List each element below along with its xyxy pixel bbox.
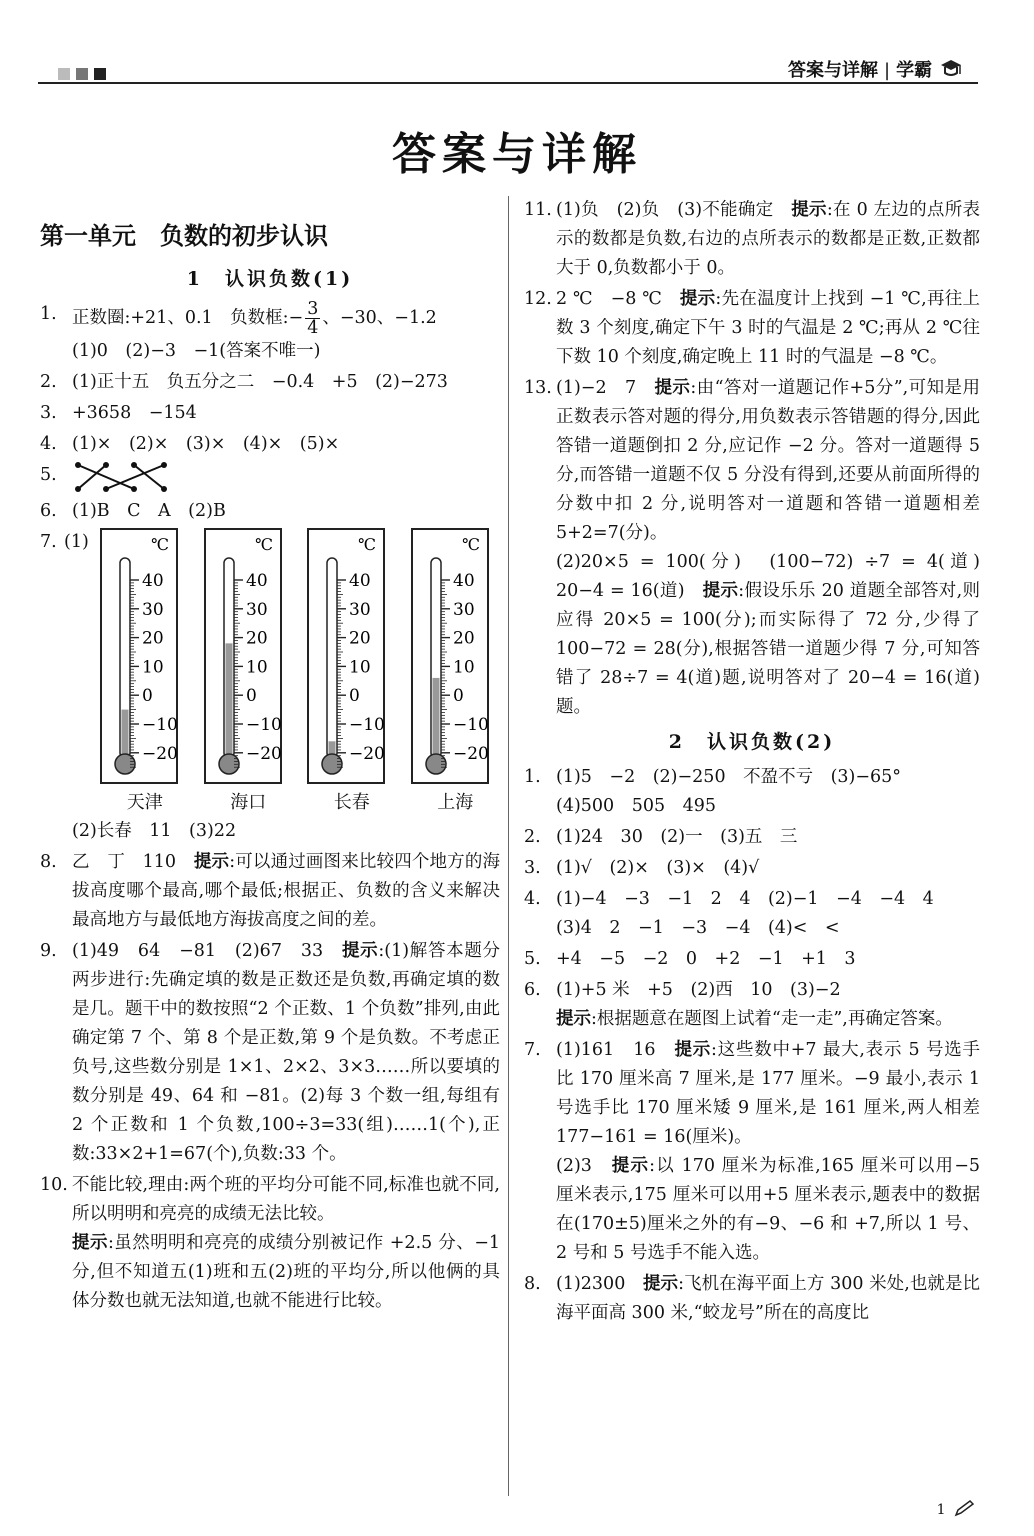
hint-text: :可以通过画图来比较四个地方的海拔高度哪个最高,哪个最低;根据正、负数的含义来解决最高地方与最低地方海拔高度之间的差。 [72, 852, 501, 930]
thermometer-drawing [411, 528, 489, 784]
mercury-column [122, 710, 129, 758]
answer-text: (1)5 −2 (2)−250 不盈不亏 (3)−65° [556, 767, 902, 787]
answer-8 [40, 848, 500, 935]
answer-number: 5. [524, 949, 541, 969]
answer-text: (1)B C A (2)B [72, 501, 226, 521]
hint-label: 提示 [556, 1009, 591, 1029]
hint-text: :先在温度计上找到 −1 ℃,再往上数 3 个刻度,确定下午 3 时的气温是 2 ℃;再从 2 ℃往下数 10 个刻度,确定晚上 11 时的气温是 −8 ℃。 [556, 289, 980, 367]
thermometer-2 [204, 528, 294, 817]
scale-label: 20 [245, 628, 268, 649]
answer-number: 11. [524, 200, 552, 220]
matching-lines-diagram [72, 461, 182, 493]
right-column [524, 196, 998, 1330]
scale-label: 20 [452, 628, 475, 649]
scale-label: −10 [452, 715, 489, 735]
hint-text: :这些数中+7 最大,表示 5 号选手比 170 厘米高 7 厘米,是 177 厘米。−9 最小,表示 1 号选手比 170 厘米矮 9 厘米,是 161 厘米,两人相差 177−161 = 16(厘米)。 [556, 1040, 981, 1147]
city-label: 天津 [126, 792, 163, 813]
section-2-title: 2 认识负数(2) [668, 731, 836, 753]
scale-label: 0 [142, 686, 153, 707]
answer-13 [524, 374, 998, 722]
answer-text: (1)+5 米 +5 (2)西 10 (3)−2 [556, 980, 841, 1000]
answer-number: 1. [40, 304, 57, 324]
answer-number: 8. [524, 1274, 541, 1294]
scale-label: 0 [245, 686, 257, 707]
header-separator: | [884, 60, 891, 81]
scale-label: 10 [452, 657, 475, 678]
unit-label: ℃ [358, 535, 376, 554]
fraction [305, 300, 320, 337]
scale-label: −20 [349, 743, 385, 764]
answer-number: 4. [40, 434, 57, 454]
answer-text: (1)× (2)× (3)× (4)× (5)× [72, 434, 340, 454]
hint-text: :根据题意在题图上试着“走一走”,再确定答案。 [591, 1009, 953, 1029]
city-label: 上海 [437, 792, 474, 813]
scale-label: 30 [349, 599, 371, 620]
footer [937, 1499, 976, 1518]
unit-label: ℃ [151, 535, 169, 554]
hint-text: :在 0 左边的点所表示的数都是负数,右边的点所表示的数都是正数,正数都大于 0,负数都小于 0。 [556, 200, 980, 278]
scale-label: −20 [452, 743, 489, 764]
header-rule [38, 82, 978, 84]
scale-label: 10 [245, 657, 268, 678]
s2-answer-8 [524, 1270, 980, 1328]
s2-answer-1 [524, 763, 980, 821]
scale-label: −10 [245, 715, 282, 735]
header-section: 答案与详解 [788, 60, 878, 81]
answer-number: 12. [524, 289, 552, 309]
scale-label: 30 [245, 599, 268, 620]
mercury-column [432, 678, 439, 758]
answer-number: 1. [524, 767, 541, 787]
scale-label: −10 [142, 715, 178, 735]
answer-number: 9. [40, 941, 57, 961]
answer-text-line2: (3)4 2 −1 −3 −4 (4)< < [556, 918, 840, 938]
header-square-1 [58, 68, 70, 80]
thermometer-tube [327, 558, 337, 758]
scale-label: 20 [349, 628, 371, 649]
unit-title: 第一单元 负数的初步认识 [40, 222, 328, 250]
hint-text: :飞机在海平面上方 300 米处,也就是比海平面高 300 米,“蛟龙号”所在的高度比 [556, 1274, 980, 1323]
hint-text: :由“答对一道题记作+5分”,可知是用正数表示答对题的得分,用负数表示答错题的得分,因此答错一道题倒扣 2 分,应记作 −2 分。答对一道题得 5 分,而答错一道题不仅 5 分没有得到,还要从前面所得的分数中扣 2 分,说明答对一道题和答错一道题相差 5+2=7(分)。 [556, 378, 980, 543]
answer-text: +3658 −154 [72, 403, 197, 423]
answer-number: 13. [524, 378, 552, 398]
answer-text-line2: (1)0 (2)−3 −1(答案不唯一) [72, 341, 321, 361]
scale-label: 0 [349, 686, 360, 707]
answer-number: 7. [524, 1040, 541, 1060]
answer-9 [40, 937, 500, 1169]
answer-text: 乙 丁 110 [72, 852, 194, 872]
answer-text: (1)负 (2)负 (3)不能确定 [556, 200, 792, 220]
scale-label: 40 [142, 571, 164, 591]
scale-label: 40 [245, 571, 268, 591]
answer-number: 3. [40, 403, 57, 423]
header-square-3 [94, 68, 106, 80]
answer-text: 不能比较,理由:两个班的平均分可能不同,标准也就不同,所以明明和亮亮的成绩无法比较。 [72, 1175, 500, 1224]
thermometer-group [100, 528, 500, 817]
answer-number: 2. [524, 827, 541, 847]
unit-label: ℃ [254, 535, 273, 554]
hint-label: 提示 [654, 378, 691, 398]
scale-label: 40 [349, 571, 371, 591]
answer-text-line2: (4)500 505 495 [556, 796, 716, 816]
answer-text: 2 ℃ −8 ℃ [556, 289, 680, 309]
s2-answer-7 [524, 1036, 980, 1268]
answer-number: 5. [40, 465, 57, 485]
answer-7 [40, 528, 500, 846]
hint-text: :假设乐乐 20 道题全部答对,则应得 20×5 = 100(分);而实际得了 72 分,少得了 100−72 = 28(分),根据答错一道题少得 7 分,可知答错了 28÷7 = 4(道)题,说明答对了 20−4 = 16(道)题。 [556, 581, 980, 717]
answer-text: (1)−4 −3 −1 2 4 (2)−1 −4 −4 4 [556, 889, 934, 909]
answer-text: (1)正十五 负五分之二 −0.4 +5 (2)−273 [72, 372, 448, 392]
hint-label: 提示 [791, 200, 827, 220]
left-column [40, 196, 500, 1318]
answer-text-part2: (2)3 [556, 1156, 612, 1176]
hint-text: :(1)解答本题分两步进行:先确定填的数是正数还是负数,再确定填的数是几。题干中的数按照“2 个正数、1 个负数”排列,由此确定第 7 个、第 8 个是正数,第 9 个是负数。不考虑正负号,这些数分别是 1×1、2×2、3×3……所以要填的数分别是 49、64 和 −81。(2)每 3 个数一组,每组有 2 个正数和 1 个负数,100÷3=33(组)……1(个),正数:33×2+1=67(个),负数:33 个。 [72, 941, 501, 1164]
fraction-numerator: 3 [307, 299, 319, 319]
s2-answer-2 [524, 823, 980, 852]
answer-text: (1)√ (2)× (3)× (4)√ [556, 858, 760, 878]
thermometer-4 [411, 528, 501, 817]
section-1-title: 1 认识负数(1) [186, 268, 354, 290]
answer-3 [40, 399, 500, 428]
answer-text: (1)49 64 −81 (2)67 33 [72, 941, 342, 961]
answer-12 [524, 285, 980, 372]
hint-label: 提示 [702, 581, 739, 601]
answer-5 [40, 461, 500, 495]
fraction-denominator: 4 [307, 318, 319, 338]
answer-text: 正数圈:+21、0.1 负数框:− [72, 308, 304, 328]
page-title: 答案与详解 [392, 129, 642, 180]
s2-answer-3 [524, 854, 980, 883]
s2-answer-4 [524, 885, 980, 943]
answer-number: 4. [524, 889, 541, 909]
column-divider [508, 196, 509, 1496]
scale-label: 0 [452, 686, 464, 707]
thermometer-drawing [307, 528, 385, 784]
answer-number: 6. [524, 980, 541, 1000]
hint-label: 提示 [674, 1040, 712, 1060]
hint-label: 提示 [341, 941, 379, 961]
graduation-cap-icon [940, 59, 962, 79]
answer-10 [40, 1171, 500, 1316]
header-label [788, 56, 962, 82]
scale-label: −20 [142, 743, 178, 764]
answer-text-cont: 、−30、−1.2 [322, 308, 437, 328]
hint-text: :以 170 厘米为标准,165 厘米可以用−5 厘米表示,175 厘米可以用+5 厘米表示,题表中的数据在(170±5)厘米之外的有−9、−6 和 +7,所以 1 号、2 号和 5 号选手不能入选。 [556, 1156, 981, 1263]
header-brand: 学霸 [896, 60, 933, 81]
scale-label: −10 [349, 715, 385, 735]
pencil-icon [954, 1499, 976, 1517]
hint-text: :虽然明明和亮亮的成绩分别被记作 +2.5 分、−1 分,但不知道五(1)班和五(2)班的平均分,所以他俩的具体分数也就无法知道,也就不能进行比较。 [72, 1233, 501, 1311]
s2-answer-5 [524, 945, 980, 974]
hint-label: 提示 [72, 1233, 108, 1253]
answer-11 [524, 196, 980, 283]
answer-4 [40, 430, 500, 459]
mercury-column [225, 643, 232, 758]
unit-label: ℃ [461, 535, 480, 554]
answer-6 [40, 497, 500, 526]
header-square-2 [76, 68, 88, 80]
answer-number: 10. [40, 1175, 68, 1195]
scale-label: 10 [349, 657, 371, 678]
answer-text: +4 −5 −2 0 +2 −1 +1 3 [556, 949, 856, 969]
answer-text: (1)161 16 [556, 1040, 675, 1060]
answer-number: 8. [40, 852, 57, 872]
scale-label: −20 [245, 743, 282, 764]
answer-text: (1)24 30 (2)一 (3)五 三 [556, 827, 798, 847]
page-number: 1 [936, 1502, 946, 1518]
hint-label: 提示 [642, 1274, 679, 1294]
answer-text: (1)2300 [556, 1274, 643, 1294]
city-label: 海口 [230, 792, 267, 813]
thermometer-3 [307, 528, 397, 817]
answer-number: 2. [40, 372, 57, 392]
hint-label: 提示 [679, 289, 716, 309]
answer-text: (1)−2 7 [556, 378, 655, 398]
answer-text-part2: (2)20×5 = 100(分) (100−72) ÷7 = 4(道) 20−4 = 16(道) [556, 552, 998, 601]
thermometer-drawing [204, 528, 282, 784]
scale-label: 20 [142, 628, 164, 649]
scale-label: 30 [452, 599, 475, 620]
answer-number: 6. [40, 501, 57, 521]
city-label: 长春 [333, 792, 370, 813]
thermometer-drawing [100, 528, 178, 784]
answer-number: 3. [524, 858, 541, 878]
s2-answer-6 [524, 976, 980, 1034]
thermometer-1 [100, 528, 190, 817]
hint-label: 提示 [611, 1156, 650, 1176]
scale-label: 40 [452, 571, 475, 591]
answer-text-line2: (2)长春 11 (3)22 [72, 821, 237, 841]
scale-label: 10 [142, 657, 164, 678]
answer-number: 7. [40, 532, 57, 552]
scale-label: 30 [142, 599, 164, 620]
answer-2 [40, 368, 500, 397]
answer-1 [40, 300, 500, 366]
hint-label: 提示 [193, 852, 230, 872]
answer-text: (1) [64, 532, 89, 552]
